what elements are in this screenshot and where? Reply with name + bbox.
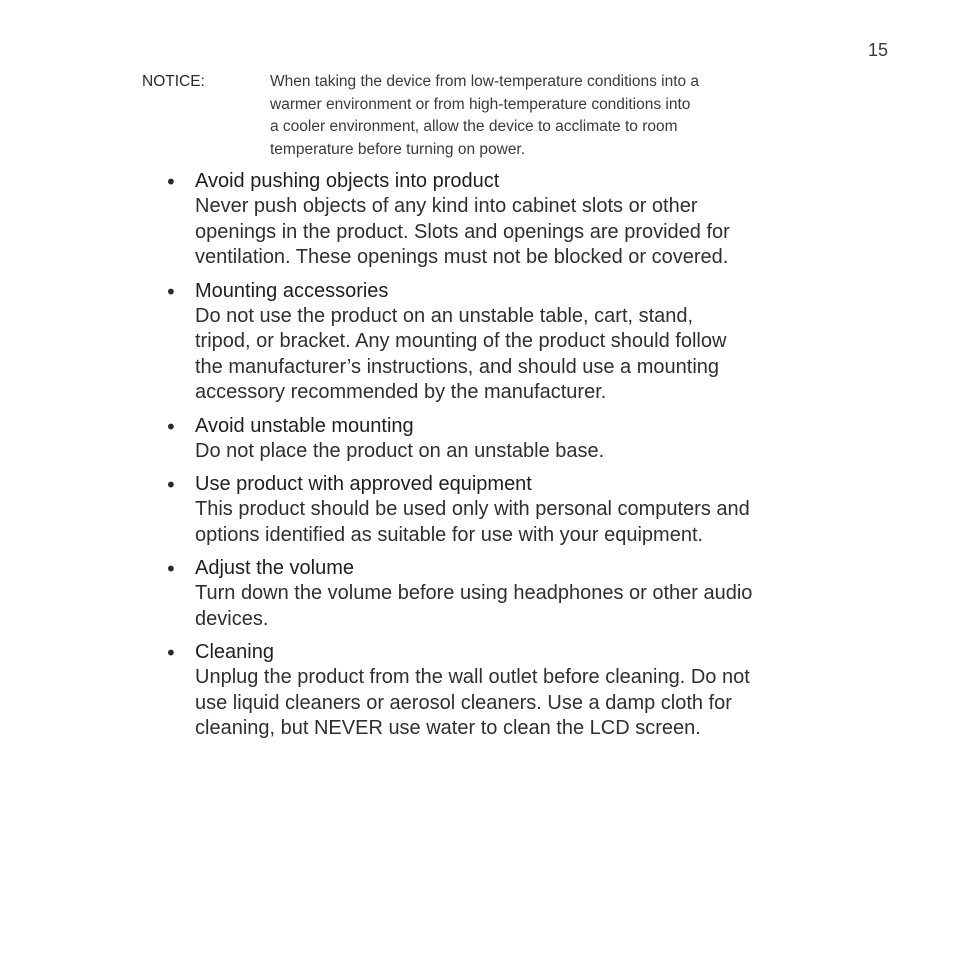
bullet-icon: •: [165, 473, 177, 497]
notice-line: When taking the device from low-temperature conditions into a: [270, 73, 700, 90]
page-number: 15: [868, 40, 889, 60]
bullet-icon: •: [165, 414, 177, 439]
notice-text: [270, 71, 860, 161]
item-body: [195, 581, 880, 632]
list-item: [160, 471, 880, 548]
body-line: Do not use the product on an unstable table, cart, stand,: [195, 304, 694, 327]
body-line: Never push objects of any kind into cabinet slots or other: [195, 195, 698, 217]
body-line: ventilation. These openings must not be blocked or covered.: [195, 246, 729, 268]
item-body: [195, 304, 880, 406]
bullet-icon: •: [165, 170, 177, 194]
body-line: devices.: [195, 607, 269, 630]
list-item: [160, 555, 880, 632]
item-heading: Mounting accessories: [195, 279, 389, 302]
item-heading: Use product with approved equipment: [195, 473, 532, 495]
body-line: accessory recommended by the manufacturer.: [195, 381, 607, 403]
list-item: [160, 168, 880, 271]
body-line: options identified as suitable for use with your equipment.: [195, 523, 704, 546]
body-line: Unplug the product from the wall outlet before cleaning. Do not: [195, 666, 750, 688]
item-heading: Avoid unstable mounting: [195, 414, 414, 437]
body-line: Do not place the product on an unstable base.: [195, 439, 605, 462]
body-line: cleaning, but NEVER use water to clean the LCD screen.: [195, 717, 701, 739]
list-item: [160, 639, 880, 742]
bullet-icon: •: [165, 557, 177, 581]
bullet-icon: •: [165, 279, 177, 304]
safety-list: [160, 168, 880, 749]
item-body: [195, 665, 880, 742]
list-item: [160, 278, 880, 406]
body-line: Turn down the volume before using headphones or other audio: [195, 582, 753, 604]
body-line: tripod, or bracket. Any mounting of the product should follow: [195, 330, 727, 352]
body-line: use liquid cleaners or aerosol cleaners. Use a damp cloth for: [195, 691, 732, 714]
body-line: This product should be used only with personal computers and: [195, 498, 750, 520]
item-heading: Adjust the volume: [195, 557, 354, 579]
item-body: [195, 497, 880, 548]
notice-line: a cooler environment, allow the device to acclimate to room: [270, 118, 678, 135]
item-heading: Avoid pushing objects into product: [195, 170, 500, 192]
list-item: [160, 413, 880, 465]
item-body: [195, 439, 880, 465]
item-body: [195, 194, 880, 271]
body-line: openings in the product. Slots and openings are provided for: [195, 220, 730, 243]
notice-line: temperature before turning on power.: [270, 140, 526, 158]
notice-line: warmer environment or from high-temperature conditions into: [270, 95, 691, 113]
bullet-icon: •: [165, 641, 177, 665]
notice-label: NOTICE:: [142, 73, 205, 90]
item-heading: Cleaning: [195, 641, 274, 663]
body-line: the manufacturer’s instructions, and should use a mounting: [195, 355, 720, 378]
